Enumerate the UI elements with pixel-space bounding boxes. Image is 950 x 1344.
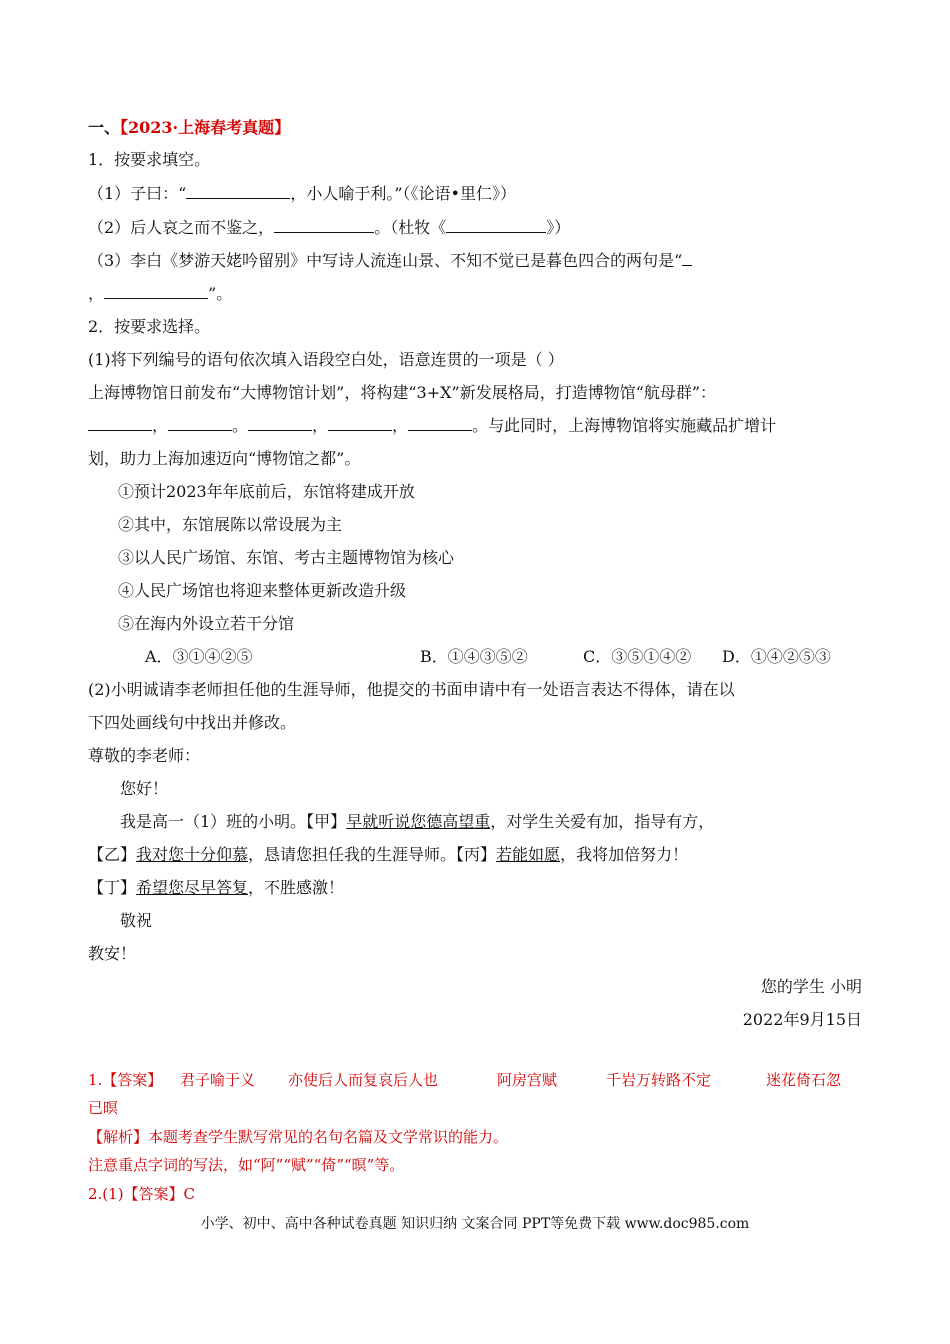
letter-text: 【乙】 — [88, 845, 137, 864]
answer-1-label: 1.【答案】 — [88, 1071, 163, 1089]
section-title — [88, 117, 290, 139]
q1-item-1-text-a: （1）子曰：“ — [88, 184, 187, 203]
underlined-sentence-ding: 希望您尽早答复 — [136, 878, 249, 897]
sentence-item-3: ③以人民广场馆、东馆、考古主题博物馆为核心 — [118, 548, 455, 567]
q1-item-2-text-b: 。（杜牧《 — [374, 218, 447, 237]
underlined-sentence-yi: 我对您十分仰慕 — [136, 845, 249, 864]
q1-item-3-text-b: ， — [88, 284, 105, 303]
separator: ， — [392, 416, 409, 435]
passage-text: 。与此同时，上海博物馆将实施藏品扩增计 — [472, 416, 777, 435]
q1-item-1 — [88, 183, 516, 205]
underlined-sentence-bing: 若能如愿 — [496, 845, 561, 864]
q2-part2-prompt-line2: 下四处画线句中找出并修改。 — [88, 713, 297, 732]
q1-item-3-cont — [88, 283, 232, 305]
q1-item-3-text-c: ”。 — [208, 284, 233, 303]
option-b: B．①④③⑤② — [420, 647, 528, 666]
fill-blank — [274, 217, 374, 233]
answer-1-item-1: 君子喻于义 — [180, 1071, 256, 1089]
q1-item-2 — [88, 217, 570, 239]
letter-greeting: 您好！ — [120, 779, 169, 798]
sentence-item-2: ②其中，东馆展陈以常设展为主 — [118, 515, 343, 534]
answer-1-item-4: 千岩万转路不定 — [606, 1071, 712, 1089]
letter-text: 【丁】 — [88, 878, 137, 897]
answer-1-item-5: 迷花倚石忽 — [766, 1071, 842, 1089]
sentence-item-4: ④人民广场馆也将迎来整体更新改造升级 — [118, 581, 407, 600]
letter-signature: 您的学生 小明 — [760, 977, 862, 996]
analysis-line-1: 【解析】本题考查学生默写常见的名句名篇及文学常识的能力。 — [88, 1128, 509, 1146]
q1-item-2-text-a: （2）后人哀之而不鉴之， — [88, 218, 275, 237]
separator: 。 — [232, 416, 249, 435]
letter-date: 2022年9月15日 — [742, 1010, 862, 1029]
sentence-item-1: ①预计2023年年底前后，东馆将建成开放 — [118, 482, 415, 501]
q2-header: 2．按要求选择。 — [88, 317, 211, 336]
separator: ， — [312, 416, 329, 435]
letter-salutation: 尊敬的李老师： — [88, 746, 201, 765]
q2-part1-prompt: (1)将下列编号的语句依次填入语段空白处，语意连贯的一项是（ ） — [88, 350, 564, 369]
analysis-line-2: 注意重点字词的写法，如“阿”“赋”“倚”“暝”等。 — [88, 1156, 405, 1174]
letter-text: ，不胜感激！ — [248, 878, 345, 897]
fill-blank — [248, 415, 312, 431]
letter-text: ，对学生关爱有加，指导有方， — [490, 812, 715, 831]
fill-blank — [186, 183, 290, 199]
option-c: C．③⑤①④② — [583, 647, 692, 666]
fill-blank — [408, 415, 472, 431]
letter-text: ，恳请您担任我的生涯导师。【丙】 — [248, 845, 497, 864]
letter-body-line1 — [120, 811, 714, 833]
q2-part2-prompt-line1: (2)小明诚请李老师担任他的生涯导师，他提交的书面申请中有一处语言表达不得体，请在以 — [88, 680, 735, 699]
fill-blank — [104, 283, 208, 299]
answer-1-item-3: 阿房宫赋 — [497, 1071, 558, 1089]
q1-item-3 — [88, 250, 692, 272]
answer-2-label: 2.(1)【答案】C — [88, 1185, 196, 1203]
q1-item-1-text-b: ，小人喻于利。”（《论语•里仁》） — [290, 184, 516, 203]
q1-header: 1．按要求填空。 — [88, 150, 211, 169]
letter-closing-2: 教安！ — [88, 944, 137, 963]
letter-text: 我是高一（1）班的小明。【甲】 — [120, 812, 347, 831]
letter-body-line3 — [88, 877, 344, 899]
fill-blank — [88, 415, 152, 431]
fill-blank — [682, 250, 692, 266]
underlined-sentence-jia: 早就听说您德高望重 — [346, 812, 491, 831]
q2-passage-line1: 上海博物馆日前发布“大博物馆计划”，将构建“3+X”新发展格局，打造博物馆“航母群”： — [88, 383, 717, 402]
q1-item-3-text-a: （3）李白《梦游天姥吟留别》中写诗人流连山景、不知不觉已是暮色四合的两句是“ — [88, 251, 683, 270]
q2-passage-line3: 划，助力上海加速迈向“博物馆之都”。 — [88, 449, 361, 468]
fill-blank — [328, 415, 392, 431]
sentence-item-5: ⑤在海内外设立若干分馆 — [118, 614, 295, 633]
letter-body-line2 — [88, 844, 688, 866]
section-number: 一、 — [88, 118, 121, 137]
letter-closing-1: 敬祝 — [120, 911, 153, 930]
page-footer: 小学、初中、高中各种试卷真题 知识归纳 文案合同 PPT等免费下载 www.doc985.com — [200, 1216, 750, 1232]
answer-1-item-2: 亦使后人而复哀后人也 — [288, 1071, 439, 1089]
fill-blank — [446, 217, 546, 233]
separator: ， — [152, 416, 169, 435]
option-d: D．①④②⑤③ — [722, 647, 831, 666]
answer-1-wrap: 已暝 — [88, 1099, 119, 1117]
q1-item-2-text-c: 》） — [546, 218, 571, 237]
q2-passage-line2 — [88, 415, 776, 437]
section-source-label: 【2023·上海春考真题】 — [120, 118, 291, 137]
fill-blank — [168, 415, 232, 431]
option-a: A．③①④②⑤ — [145, 647, 253, 666]
letter-text: ，我将加倍努力！ — [560, 845, 689, 864]
